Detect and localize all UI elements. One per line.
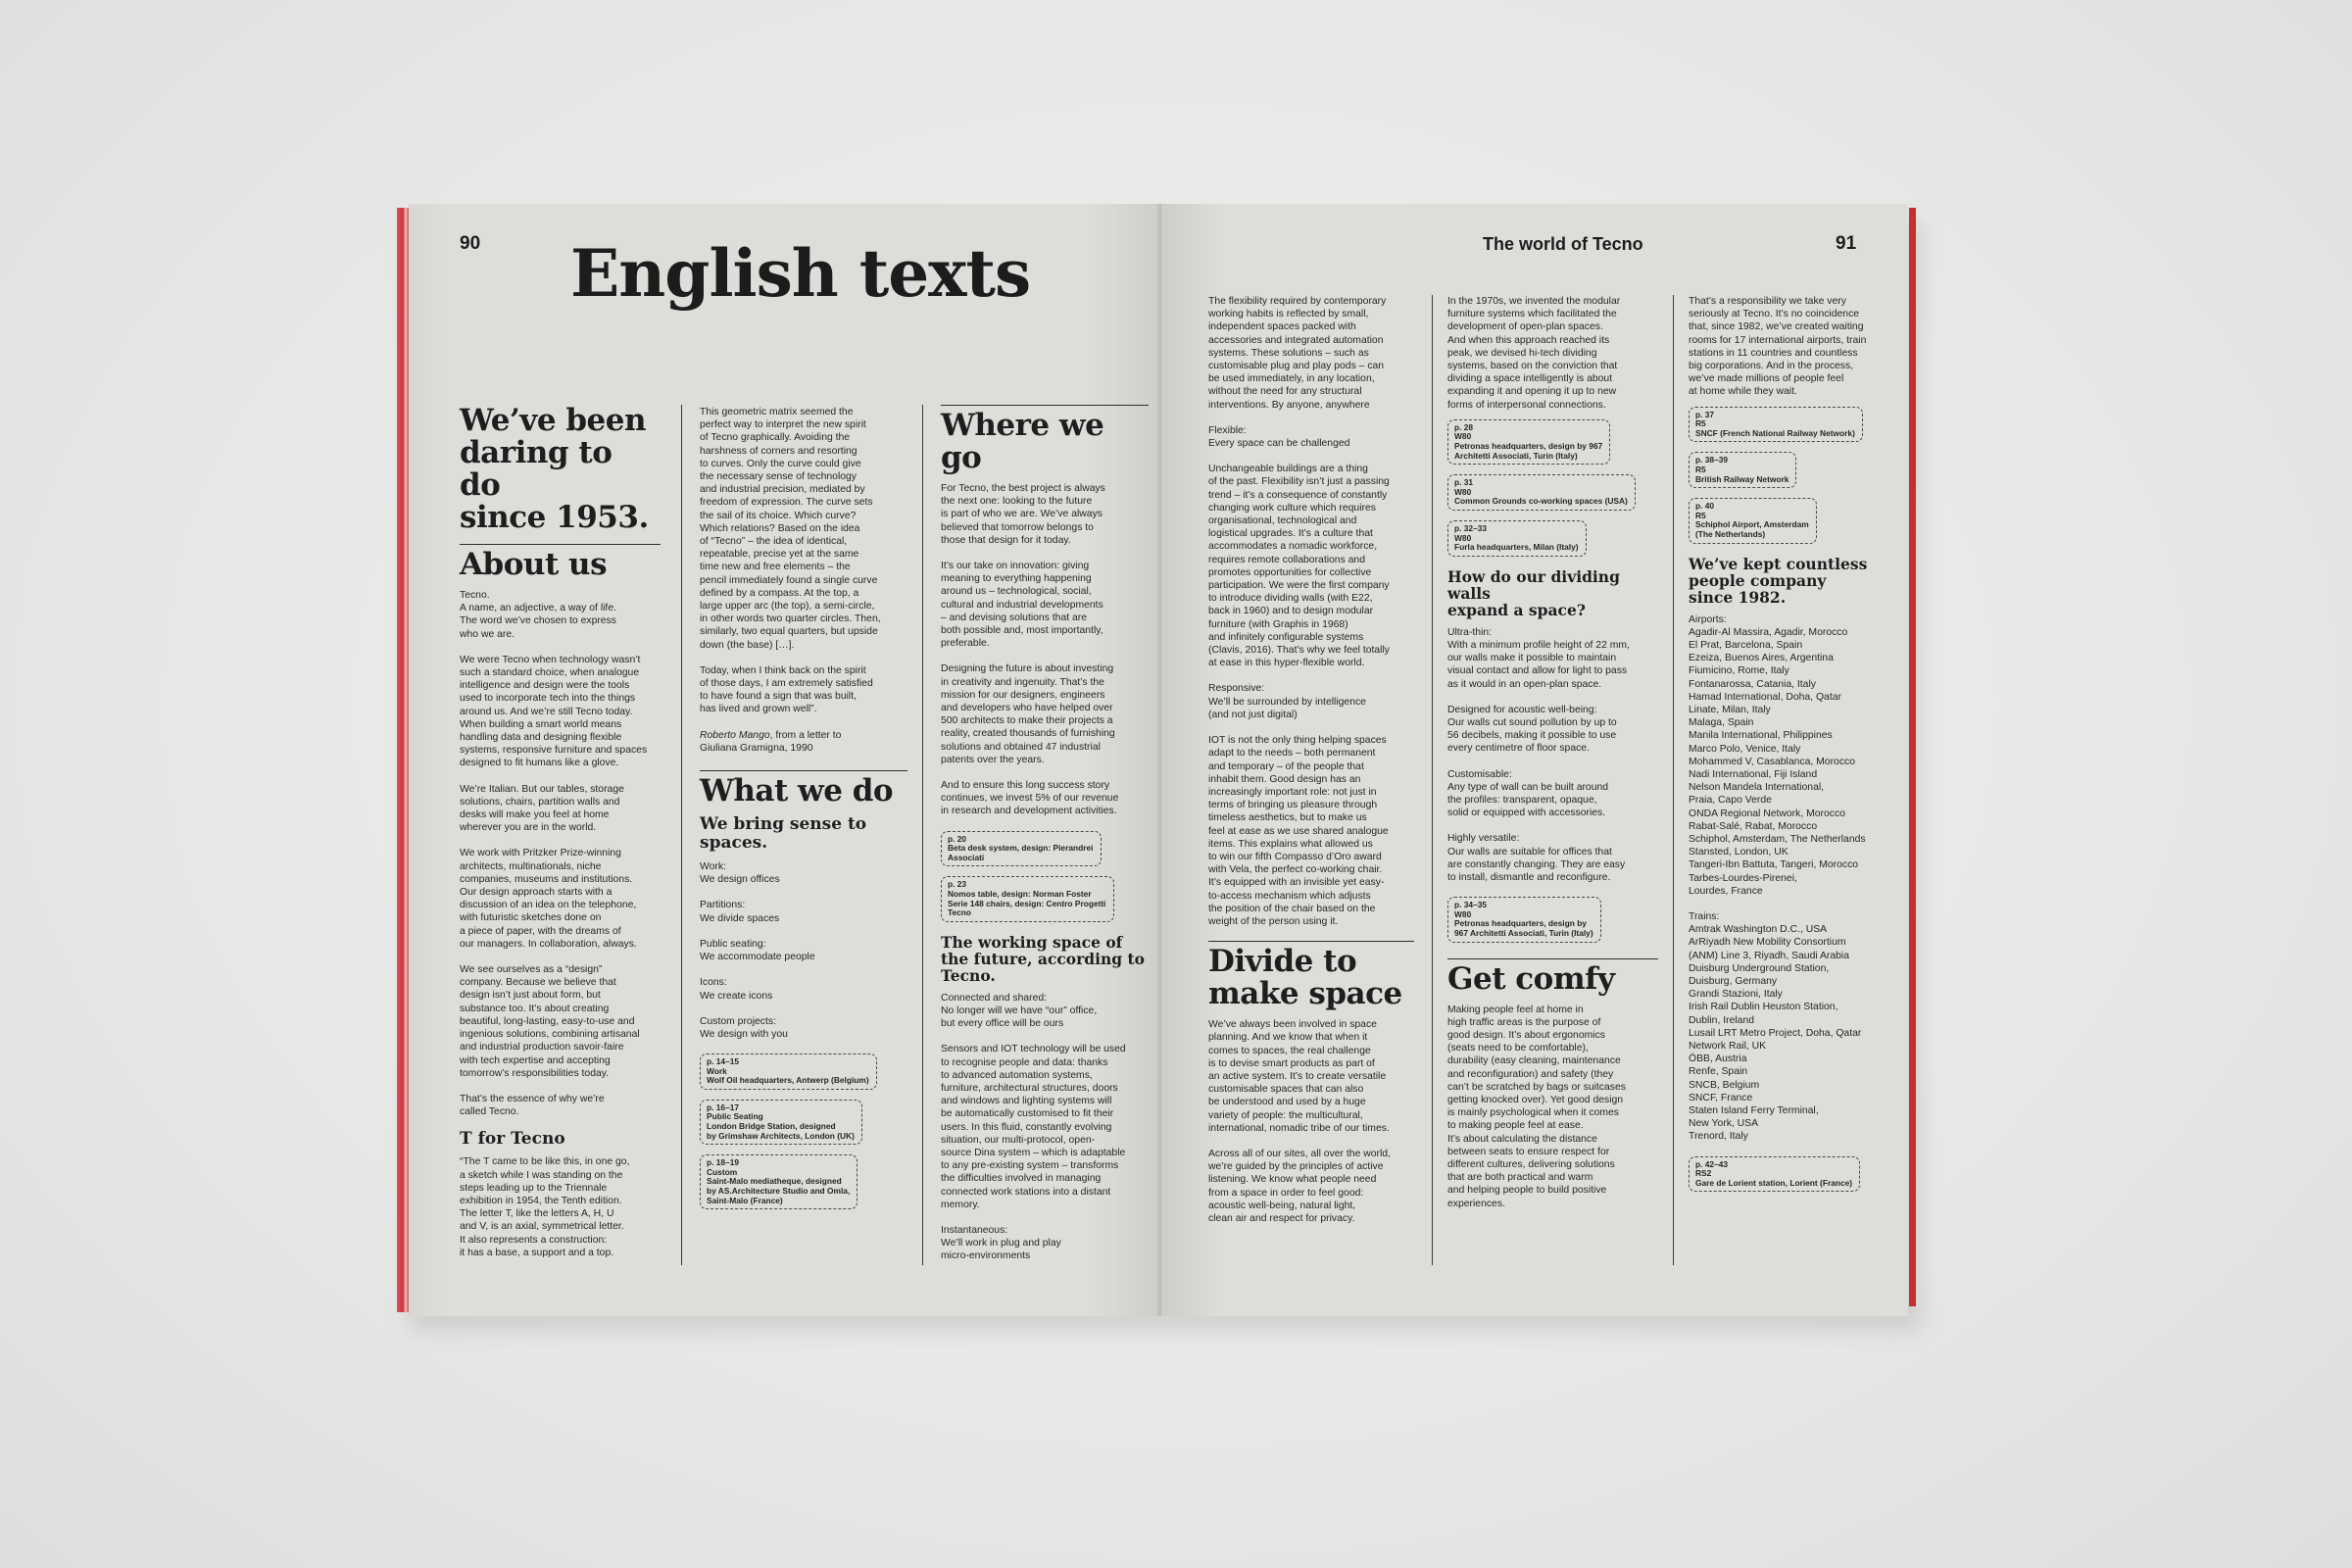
paragraph: Sensors and IOT technology will be used to recognise people and data: thanks to advanced automation systems, furniture, architectural structures, doors and windows and lighting systems will be automatically customised to fit their users. In this fluid, constantly evolving situation, our multi-protocol, open- source Dina system – which is adaptable to any pre-existing system – transforms the difficulties involved in managing connected work stations into a distant memory. <box>941 1044 1126 1210</box>
heading-kept-people-company: We’ve kept countless people company since 1982. <box>1689 554 1868 607</box>
list-item: Highly versatile: Our walls are suitable for offices that are constantly changing. They are easy to install, dismantle and reconfigure. <box>1447 833 1626 884</box>
page-reference-tag: p. 31 W80 Common Grounds co-working spaces (USA) <box>1447 474 1636 511</box>
page-reference-tag: p. 28 W80 Petronas headquarters, design by 967 Architetti Associati, Turin (Italy) <box>1447 419 1610 465</box>
list-item: Custom projects: We design with you <box>700 1015 788 1040</box>
page-number-right: 91 <box>1836 233 1857 254</box>
heading-t-for-tecno: T for Tecno <box>460 1129 565 1150</box>
right-page <box>1161 204 1908 1316</box>
paragraph: It’s our take on innovation: giving meaning to everything happening around us – technological, social, cultural and industrial developments – and devising solutions that are both possible and, most importantly, preferable. <box>941 561 1103 650</box>
column-rule <box>922 405 923 1265</box>
heading-dividing-walls-question: How do our dividing walls expand a space? <box>1447 566 1620 619</box>
page-reference-tag: p. 18–19 Custom Saint-Malo mediatheque, designed by AS.Architecture Studio and Omla, Saint-Malo (France) <box>700 1154 858 1209</box>
list-item: Public seating: We accommodate people <box>700 938 815 963</box>
right-column-2 <box>1447 295 1658 1223</box>
running-head: The world of Tecno <box>1483 234 1643 254</box>
right-column-3 <box>1689 295 1896 1201</box>
column-rule <box>1673 295 1674 1265</box>
signature <box>700 729 907 755</box>
page-reference-tag: p. 40 R5 Schiphol Airport, Amsterdam (The Netherlands) <box>1689 498 1817 543</box>
paragraph: This geometric matrix seemed the perfect way to interpret the new spirit of Tecno graphically. Avoiding the harshness of corners and resorting to curves. Only the curve could give the necessary sense of technology and industrial precision, mediated by freedom of expression. The curve sets the sail of its choice. Which curve? Which relations? Based on the idea of “Tecno” – the idea of identical, repeatable, precise yet at the same time new and free elements – the pencil immediately found a single curve defined by a compass. At the top, a large upper arc (the top), a semi-circle, in other words two quarter circles. Then, similarly, two equal quarters, but upside down (the base) […]. <box>700 407 881 651</box>
page-title: English texts <box>570 235 1031 312</box>
paragraph: Tecno. A name, an adjective, a way of life. The word we’ve chosen to express who we are. <box>460 590 616 640</box>
list-item: Ultra-thin: With a minimum profile height of 22 mm, our walls make it possible to maintain visual contact and allow for light to pass as it would in an open-plan space. <box>1447 626 1630 690</box>
paragraph: “The T came to be like this, in one go, a sketch while I was standing on the steps leading up to the Triennale exhibition in 1954, the Tenth edition. The letter T, like the letters A, H, U and V, is an axial, symmetrical letter. It also represents a construction: it has a base, a support and a top. <box>460 1156 630 1258</box>
list-item: Partitions: We divide spaces <box>700 900 780 924</box>
heading-divide-to-make-space: Divide to make space <box>1208 941 1414 1010</box>
magazine-spread <box>397 204 1916 1316</box>
paragraph: Instantaneous: We’ll work in plug and play micro-environments <box>941 1225 1061 1262</box>
page-reference-tag: p. 16–17 Public Seating London Bridge Station, designed by Grimshaw Architects, London (UK) <box>700 1100 862 1145</box>
paragraph: That’s the essence of why we’re called Tecno. <box>460 1093 605 1118</box>
list-item: Icons: We create icons <box>700 977 773 1002</box>
paragraph: That’s a responsibility we take very seriously at Tecno. It’s no coincidence that, since 1982, we’ve created waiting rooms for 17 international airports, train stations in 11 countries and countless big corporations. And in the process, we’ve made millions of people feel at home while they wait. <box>1689 296 1867 398</box>
heading-about-us: About us <box>460 544 661 581</box>
column-rule <box>1432 295 1433 1265</box>
heading-get-comfy: Get comfy <box>1447 958 1658 996</box>
page-reference-tag: p. 37 R5 SNCF (French National Railway Network) <box>1689 407 1863 443</box>
page-reference-tag: p. 34–35 W80 Petronas headquarters, design by 967 Architetti Associati, Turin (Italy) <box>1447 897 1601 942</box>
paragraph: Responsive: We’ll be surrounded by intelligence (and not just digital) <box>1208 683 1366 720</box>
paragraph: We’re Italian. But our tables, storage solutions, chairs, partition walls and desks will make you feel at home wherever you are in the world. <box>460 783 624 834</box>
paragraph: Making people feel at home in high traffic areas is the purpose of good design. It’s about ergonomics (seats need to be comfortable), durability (easy cleaning, maintenance and reconfiguration) and safety (they can’t be scratched by bags or suitcases getting knocked over). Yet good design is mainly psychological when it comes to making people feel at ease. It’s about calculating the distance between seats to ensure respect for different cultures, delivering solutions that are both practical and warm and helping people to build positive experiences. <box>1447 1004 1626 1209</box>
paragraph: We were Tecno when technology wasn’t such a standard choice, when analogue intelligence and design were the tools used to incorporate tech into the things around us. And we’re still Tecno today. When building a smart world means handling data and designing flexible systems, responsive furniture and spaces designed to fit humans like a glove. <box>460 654 648 769</box>
page-reference-tag: p. 42–43 RS2 Gare de Lorient station, Lorient (France) <box>1689 1156 1860 1193</box>
paragraph: Today, when I think back on the spirit of those days, I am extremely satisfied to have found a sign that was built, has lived and grown well”. <box>700 664 873 715</box>
column-rule <box>681 405 682 1265</box>
page-reference-tag: p. 23 Nomos table, design: Norman Foster Serie 148 chairs, design: Centro Progetti Tecno <box>941 876 1114 921</box>
paragraph: Connected and shared: No longer will we have “our” office, but every office will be ours <box>941 992 1098 1030</box>
paragraph: Designing the future is about investing in creativity and ingenuity. That’s the mission for our designers, engineers and developers who have helped over 500 architects to make their projects a reality, created thousands of furnishing solutions and obtained 47 industrial patents over the years. <box>941 663 1115 765</box>
cover-edge-right <box>1909 208 1916 1306</box>
signature-detail: , from a letter to Giuliana Gramigna, 1990 <box>700 729 842 754</box>
left-page <box>409 204 1161 1316</box>
airports-list: Airports: Agadir-Al Massira, Agadir, Morocco El Prat, Barcelona, Spain Ezeiza, Buenos Aires, Argentina Fiumicino, Rome, Italy Fontanarossa, Catania, Italy Hamad International, Doha, Qatar Linate, Milan, Italy Malaga, Spain Manila International, Philippines Marco Polo, Venice, Italy Mohammed V, Casablanca, Morocco Nadi International, Fiji Island Nelson Mandela International, Praia, Capo Verde ONDA Regional Network, Morocco Rabat-Salé, Rabat, Morocco Schiphol, Amsterdam, The Netherlands Stansted, London, UK Tangeri-Ibn Battuta, Tangeri, Morocco Tarbes-Lourdes-Pirenei, Lourdes, France <box>1689 613 1866 897</box>
paragraph: And to ensure this long success story continues, we invest 5% of our revenue in research and development activities. <box>941 780 1119 817</box>
paragraph: Across all of our sites, all over the world, we’re guided by the principles of active listening. We know what people need from a space in order to feel good: acoustic well-being, natural light, clean air and respect for privacy. <box>1208 1148 1391 1224</box>
signature-name: Roberto Mango <box>700 729 770 741</box>
paragraph: We work with Pritzker Prize-winning architects, multinationals, niche companies, museums and institutions. Our design approach starts with a discussion of an idea on the telephone, with futuristic sketches done on a piece of paper, with the dreams of our managers. In collaboration, always. <box>460 848 637 950</box>
right-column-1 <box>1208 295 1414 1238</box>
list-item: Work: We design offices <box>700 861 780 886</box>
list-item: Customisable: Any type of wall can be built around the profiles: transparent, opaque, solid or equipped with accessories. <box>1447 768 1609 819</box>
page-reference-tag: p. 14–15 Work Wolf Oil headquarters, Antwerp (Belgium) <box>700 1054 877 1090</box>
page-reference-tag: p. 20 Beta desk system, design: Pierandrei Associati <box>941 831 1102 867</box>
paragraph: Unchangeable buildings are a thing of the past. Flexibility isn’t just a passing trend – it’s a consequence of constantly changing work culture which requires organisational, technological and logistical upgrades. It’s a culture that accommodates a nomadic workforce, requires remote collaborations and promotes opportunities for collective participation. We were the first company to introduce dividing walls (with E22, back in 1960) and to design modular furniture (with Graphis in 1968) and infinitely configurable systems (Clavis, 2016). That’s why we feel totally at ease in this hyper-flexible world. <box>1208 464 1390 669</box>
paragraph: In the 1970s, we invented the modular furniture systems which facilitated the development of open-plan spaces. And when this approach reached its peak, we devised hi-tech dividing systems, based on the conviction that dividing a space intelligently is about expanding it and opening it up to new forms of interpersonal connections. <box>1447 296 1621 411</box>
heading-working-space-future: The working space of the future, according to Tecno. <box>941 932 1146 985</box>
paragraph: We see ourselves as a “design” company. Because we believe that design isn’t just about form, but substance too. It’s about creating beautiful, long-lasting, easy-to-use and ingenious solutions, combining artisanal and industrial production savoir-faire with tech expertise and accepting tomorrow’s responsibilities today. <box>460 964 640 1079</box>
left-column-2 <box>700 406 907 1219</box>
left-column-1 <box>460 405 661 1272</box>
paragraph: IOT is not the only thing helping spaces adapt to the needs – both permanent and temporary – of the people that inhabit them. Good design has an increasingly important role: not just in terms of bringing us pleasure through timeless aesthetics, but to make us feel at ease as we use shared analogue items. This explains what allowed us to win our fifth Compasso d’Oro award with Vela, the perfect co-working chair. It’s equipped with an invisible yet easy- to-access mechanism which adjusts the position of the chair based on the weight of the person using it. <box>1208 735 1389 927</box>
page-reference-tag: p. 38–39 R5 British Railway Network <box>1689 452 1796 488</box>
page-reference-tag: p. 32–33 W80 Furla headquarters, Milan (Italy) <box>1447 520 1587 557</box>
paragraph: For Tecno, the best project is always the next one: looking to the future is part of who we are. We’ve always believed that tomorrow belongs to those that design for it today. <box>941 483 1105 546</box>
heading-what-we-do: What we do <box>700 770 907 808</box>
paragraph: The flexibility required by contemporary working habits is reflected by small, independent spaces packed with accessories and integrated automation systems. These solutions – such as customisable plug and play pods – can be used immediately, in any location, without the need for any structural interventions. By anyone, anywhere <box>1208 296 1387 411</box>
paragraph: We’ve always been involved in space planning. And we know that when it comes to spaces, the real challenge is to devise smart products as part of an active system. It’s to create versatile customisable spaces that can also be understood and used by a huge variety of people: the multicultural, international, nomadic tribe of our times. <box>1208 1019 1390 1134</box>
heading-where-we-go: Where we go <box>941 405 1149 474</box>
page-number-left: 90 <box>460 233 481 254</box>
subheading-sense-to-spaces: We bring sense to spaces. <box>700 814 867 854</box>
trains-list: Trains: Amtrak Washington D.C., USA ArRiyadh New Mobility Consortium (ANM) Line 3, Riyadh, Saudi Arabia Duisburg Underground Station, Duisburg, Germany Grandi Stazioni, Italy Irish Rail Dublin Heuston Station, Dublin, Ireland Lusail LRT Metro Project, Doha, Qatar Network Rail, UK ÖBB, Austria Renfe, Spain SNCB, Belgium SNCF, France Staten Island Ferry Terminal, New York, USA Trenord, Italy <box>1689 911 1862 1143</box>
left-column-3 <box>941 405 1149 1276</box>
list-item: Designed for acoustic well-being: Our walls cut sound pollution by up to 56 decibels, making it possible to use every centimetre of floor space. <box>1447 704 1617 755</box>
headline-since-1953: We’ve been daring to do since 1953. <box>460 403 649 535</box>
paragraph: Flexible: Every space can be challenged <box>1208 424 1350 450</box>
